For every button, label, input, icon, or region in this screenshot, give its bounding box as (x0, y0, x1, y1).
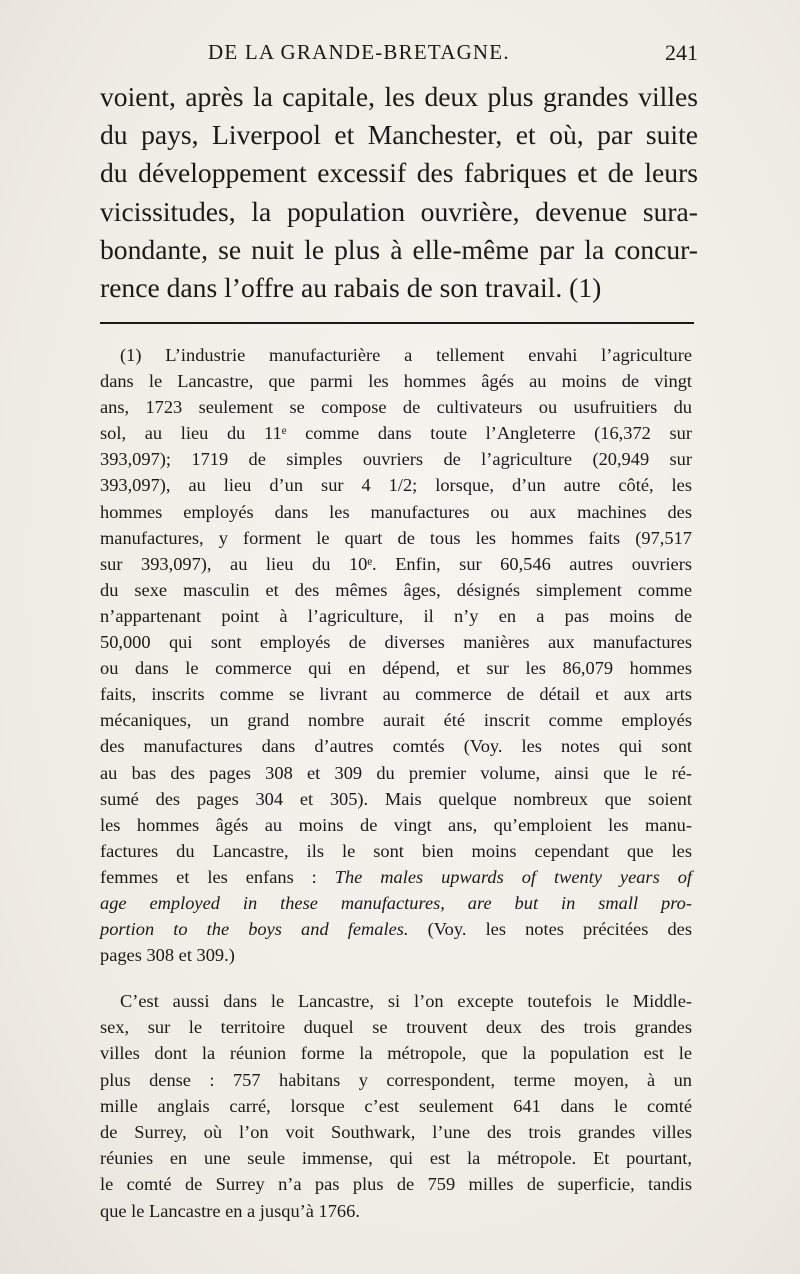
footnote-line: des manufactures dans d’autres comtés (Voy. les notes qui sont (100, 736, 692, 757)
continuation-line: plus dense : 757 habitans y correspondent, terme moyen, à un (100, 1069, 692, 1090)
footnote-line: du sexe masculin et des mêmes âges, désignés simplement comme (100, 579, 692, 600)
footnote-line: 50,000 qui sont employés de diverses manières aux manufactures (100, 632, 692, 653)
footnote-line: sur 393,097), au lieu du 10ᵉ. Enfin, sur 60,546 autres ouvriers (100, 553, 692, 574)
continuation-line: réunies en une seule immense, qui est la métropole. Et pourtant, (100, 1148, 692, 1169)
footnote-quote: The males upwards of twenty years of (334, 866, 692, 887)
footnote-line: 393,097); 1719 de simples ouvriers de l’agriculture (20,949 sur (100, 449, 692, 470)
running-head: DE LA GRANDE-BRETAGNE. (208, 40, 510, 64)
footnote-line (100, 864, 692, 890)
main-text-line: bondante, se nuit le plus à elle-même par la concur- (100, 233, 698, 265)
main-text-line: rence dans l’offre au rabais de son travail. (1) (100, 272, 602, 304)
continuation-line: C’est aussi dans le Lancastre, si l’on excepte toutefois le Middle- (120, 991, 692, 1011)
footnote-line: sol, au lieu du 11ᵉ comme dans toute l’Angleterre (16,372 sur (100, 423, 692, 444)
footnote-line (100, 890, 692, 916)
continuation-line: de Surrey, où l’on voit Southwark, l’une des trois grandes villes (100, 1122, 692, 1143)
continuation-line: villes dont la réunion forme la métropole, que la population est le (100, 1043, 692, 1064)
footnote-line: au bas des pages 308 et 309 du premier volume, ainsi que le ré- (100, 762, 692, 783)
footnote-line (100, 916, 692, 942)
main-text-line: du pays, Liverpool et Manchester, et où, par suite (100, 119, 698, 151)
footnote-line: manufactures, y forment le quart de tous les hommes faits (97,517 (100, 527, 692, 548)
page-number: 241 (665, 40, 698, 65)
footnote-line: ans, 1723 seulement se compose de cultivateurs ou usufruitiers du (100, 397, 692, 418)
continuation-line: sex, sur le territoire duquel se trouvent deux des trois grandes (100, 1017, 692, 1038)
footnote-line: sumé des pages 304 et 305). Mais quelque nombreux que soient (100, 788, 692, 809)
footnote-quote: portion to the boys and females. (100, 919, 409, 940)
page-header (100, 38, 698, 74)
main-text-line: voient, après la capitale, les deux plus grandes villes (100, 81, 698, 112)
continuation-line: que le Lancastre en a jusqu’à 1766. (100, 1200, 360, 1221)
footnote-line: n’appartenant point à l’agriculture, il n’y en a pas moins de (100, 605, 692, 626)
footnote-line: hommes employés dans les manufactures ou aux machines des (100, 501, 692, 522)
main-text-line: du développement excessif des fabriques et de leurs (100, 157, 698, 189)
continuation-line: le comté de Surrey n’a pas plus de 759 milles de superficie, tandis (100, 1174, 692, 1195)
continuation-line: mille anglais carré, lorsque c’est seulement 641 dans le comté (100, 1095, 692, 1116)
footnote-line: ou dans le commerce qui en dépend, et sur les 86,079 hommes (100, 658, 692, 679)
main-paragraph (100, 78, 698, 307)
footnote-line: faits, inscrits comme se livrant au commerce de détail et aux arts (100, 684, 692, 705)
footnote-line: les hommes âgés au moins de vingt ans, qu’emploient les manu- (100, 814, 692, 835)
footnote-quote: age employed in these manufactures, are but in small pro- (100, 892, 692, 913)
main-text-line: vicissitudes, la population ouvrière, devenue sura- (100, 195, 698, 227)
footnote-line: mécaniques, un grand nombre aurait été inscrit comme employés (100, 710, 692, 731)
footnote-line: 393,097), au lieu d’un sur 4 1/2; lorsque, d’un autre côté, les (100, 475, 692, 496)
continuation-paragraph (100, 988, 692, 1224)
footnote-line: factures du Lancastre, ils le sont bien moins cependant que les (100, 840, 692, 861)
footnote-line: pages 308 et 309.) (100, 945, 235, 966)
footnote-text: femmes et les enfans : (100, 866, 335, 887)
footnote-text: (Voy. les notes précitées des (408, 919, 692, 940)
footnote-line: (1) L’industrie manufacturière a tellement envahi l’agriculture (120, 345, 692, 365)
footnote-line: dans le Lancastre, que parmi les hommes âgés au moins de vingt (100, 371, 692, 392)
footnote (100, 342, 692, 968)
footnote-divider (100, 322, 694, 324)
